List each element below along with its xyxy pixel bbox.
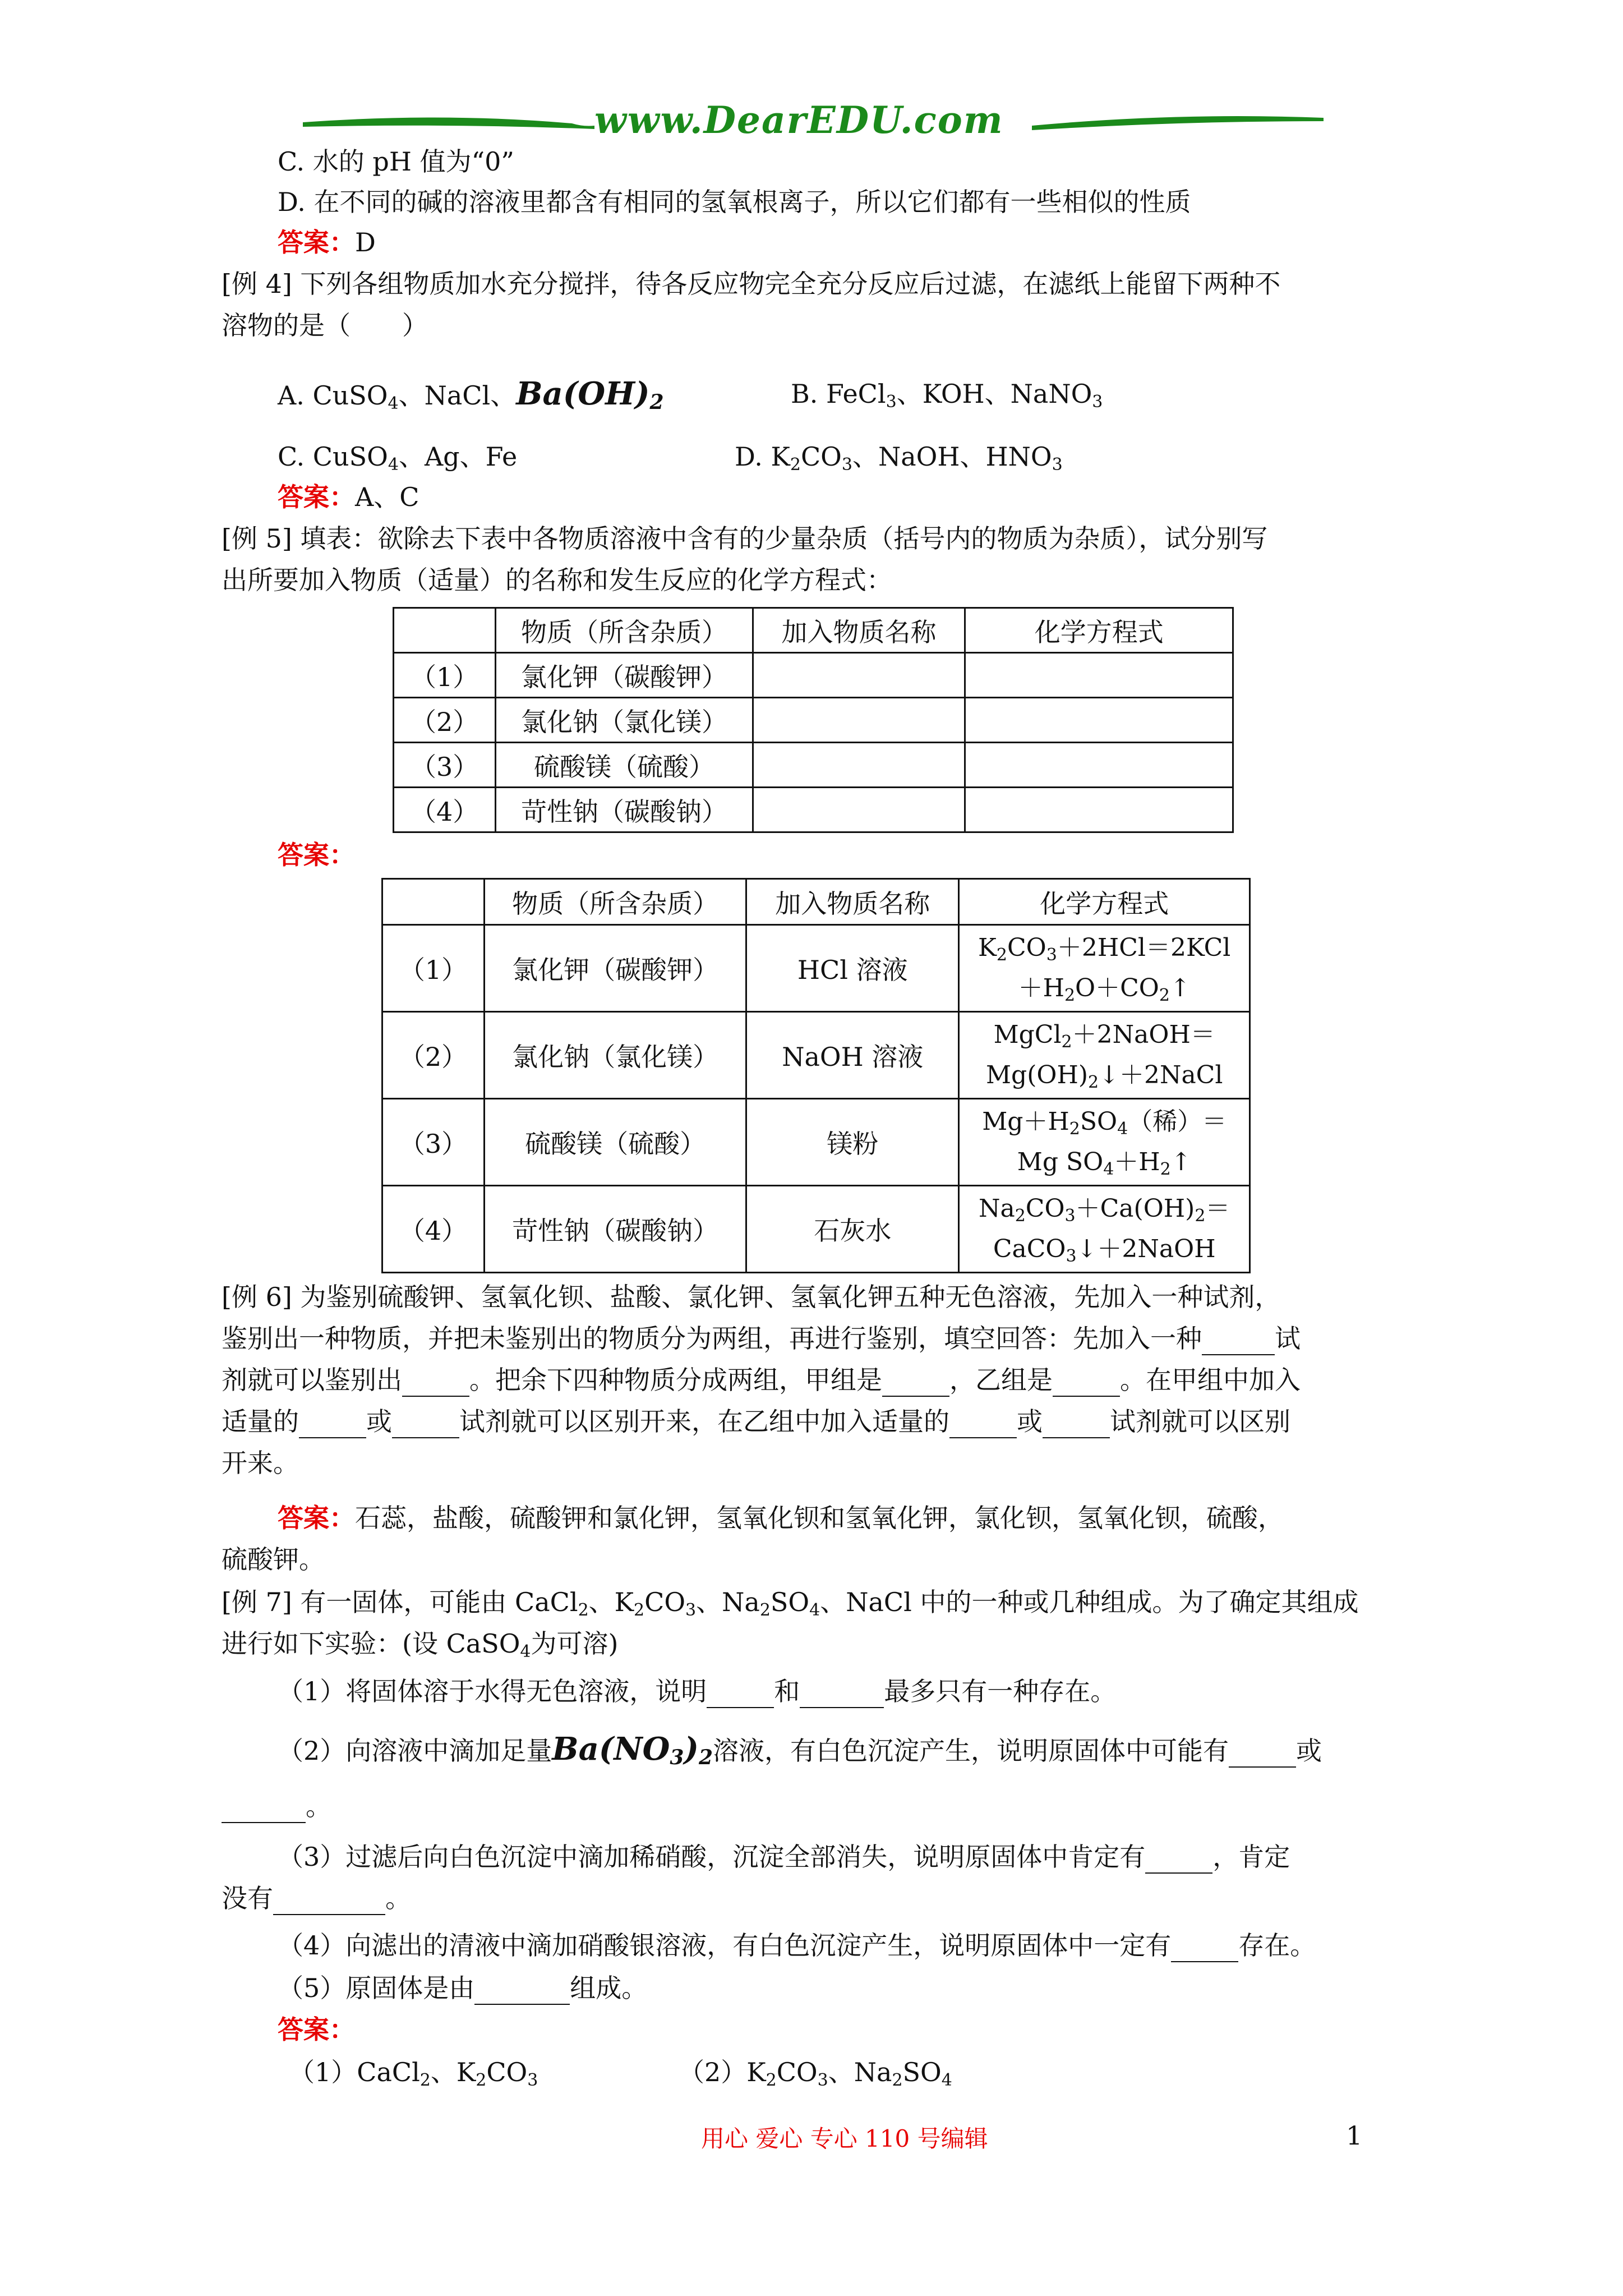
example-6-line-b: 鉴别出一种物质，并把未鉴别出的物质分为两组，再进行鉴别，填空回答：先加入一种 试 <box>222 1322 1301 1355</box>
page-number: 1 <box>1346 2120 1363 2151</box>
example-4-answer: 答案：A、C <box>278 482 419 512</box>
example-4-line-b: 溶物的是（ ） <box>222 310 428 341</box>
example-6-answer-b: 硫酸钾。 <box>222 1544 325 1575</box>
example-6-line-d: 适量的 或 试剂就可以区别开来，在乙组中加入适量的 或 试剂就可以区别 <box>222 1405 1290 1438</box>
answer-label: 答案： <box>278 227 355 257</box>
table-row: （3） 硫酸镁（硫酸） 镁粉 $Mg+H_2SO_4$（稀）＝ Mg $SO_4+H_2↑$ <box>382 1099 1250 1186</box>
table-row: （1） 氯化钾（碳酸钾） <box>394 653 1233 698</box>
option-d: D. 在不同的碱的溶液里都含有相同的氢氧根离子，所以它们都有一些相似的性质 <box>278 187 1191 217</box>
example-4-option-a: A. CuSO$_4$、NaCl、$Ba(OH)_2$ <box>278 375 664 414</box>
table-row: （2） 氯化钠（氯化镁） <box>394 698 1233 743</box>
example-7-line-b: 进行如下实验：(设 CaSO$_4$为可溶) <box>222 1628 619 1662</box>
table-row: （1） 氯化钾（碳酸钾） HCl 溶液 $K_2CO_3+2HCl=2KCl$ $+H_2O+CO_2↑$ <box>382 925 1250 1012</box>
example-7-answer-2: $(2)K_2CO_3$、$Na_2SO_4$ <box>679 2057 952 2090</box>
example-4-option-c: C. CuSO$_4$、Ag、Fe <box>278 441 518 475</box>
example-6-answer: 答案：石蕊，盐酸，硫酸钾和氯化钾，氢氧化钡和氢氧化钾，氯化钡，氢氧化钡，硫酸， <box>278 1503 1284 1533</box>
example-4-option-d: D. $K_2CO_3$、NaOH、$HNO_3$ <box>735 441 1063 475</box>
table-row: （3） 硫酸镁（硫酸） <box>394 743 1233 788</box>
example-7-q2: （2）向溶液中滴加足量$Ba(NO_3)_2$溶液，有白色沉淀产生，说明原固体中可能有 或 <box>278 1731 1322 1769</box>
example-6-line-e: 开来。 <box>222 1448 299 1478</box>
example-7-answer-1: （1）CaCl$_2$、$K_2CO_3$ <box>289 2057 538 2090</box>
table-row: （4） 苛性钠（碳酸钠） 石灰水 $Na_2CO_3+Ca(OH)_2=$ CaCO$_3$↓＋2NaOH <box>382 1186 1250 1273</box>
example-7-line-a: [例 7] 有一固体，可能由 CaCl$_2$、$K_2CO_3$、$Na_2SO_4$、NaCl 中的一种或几种组成。为了确定其组成 <box>222 1587 1359 1620</box>
example-7-q3-cont: 没有 。 <box>222 1881 411 1915</box>
example-5-answer-label: 答案： <box>278 840 355 870</box>
answer-line-1: 答案：D <box>278 227 376 257</box>
example-7-q2-cont: 。 <box>222 1789 331 1823</box>
example-7-q4: （4）向滤出的清液中滴加硝酸银溶液，有白色沉淀产生，说明原固体中一定有 存在。 <box>278 1929 1316 1962</box>
exercise-table: 物质（所含杂质） 加入物质名称 化学方程式 （1） 氯化钾（碳酸钾） （2） 氯化钠（氯化镁） （3） 硫酸镁（硫酸） （4） 苛性钠（碳酸钠） <box>393 607 1234 833</box>
site-name: www.DearEDU.com <box>594 98 1004 142</box>
example-4-option-b: B. FeCl$_3$、KOH、NaNO$_3$ <box>791 379 1103 412</box>
example-7-q5: （5）原固体是由 组成。 <box>278 1971 647 2005</box>
table-row: （2） 氯化钠（氯化镁） NaOH 溶液 MgCl$_2$＋2NaOH＝ $Mg(OH)_2↓+2NaCl$ <box>382 1012 1250 1099</box>
example-7-q3: （3）过滤后向白色沉淀中滴加稀硝酸，沉淀全部消失，说明原固体中肯定有 ，肯定 <box>278 1840 1290 1874</box>
example-7-q1: （1）将固体溶于水得无色溶液，说明 和 最多只有一种存在。 <box>278 1674 1116 1708</box>
table-row: （4） 苛性钠（碳酸钠） <box>394 788 1233 832</box>
example-6-line-a: [例 6] 为鉴别硫酸钾、氢氧化钡、盐酸、氯化钾、氢氧化钾五种无色溶液，先加入一种试剂， <box>222 1282 1281 1312</box>
example-4-line-a: [例 4] 下列各组物质加水充分搅拌，待各反应物完全充分反应后过滤，在滤纸上能留下两种不 <box>222 269 1281 299</box>
example-6-line-c: 剂就可以鉴别出 。把余下四种物质分成两组，甲组是 ，乙组是 。在甲组中加入 <box>222 1363 1301 1397</box>
option-c: C. 水的 pH 值为“0” <box>278 146 514 177</box>
footer-text: 用心 爱心 专心 110 号编辑 <box>701 2125 988 2152</box>
example-5-line-b: 出所要加入物质（适量）的名称和发生反应的化学方程式： <box>222 565 892 595</box>
answer-table: 物质（所含杂质） 加入物质名称 化学方程式 （1） 氯化钾（碳酸钾） HCl 溶液 $K_2CO_3+2HCl=2KCl$ $+H_2O+CO_2↑$ （2） 氯化钠（氯化镁） NaOH 溶液 MgCl$_2$＋2NaOH＝ $Mg(OH)_2↓+2NaCl$ （3） 硫酸镁（硫酸） 镁粉 $Mg+H_2SO_4$（稀）＝ Mg $SO_4+H_2↑$ （4） 苛性钠（碳酸钠） 石灰水 $Na_2CO_3+Ca(OH)_2=$ CaCO$_3$↓＋2NaOH <box>381 878 1251 1273</box>
example-5-line-a: [例 5] 填表：欲除去下表中各物质溶液中含有的少量杂质（括号内的物质为杂质），试分别写 <box>222 523 1268 554</box>
example-7-answer-label: 答案： <box>278 2014 355 2045</box>
